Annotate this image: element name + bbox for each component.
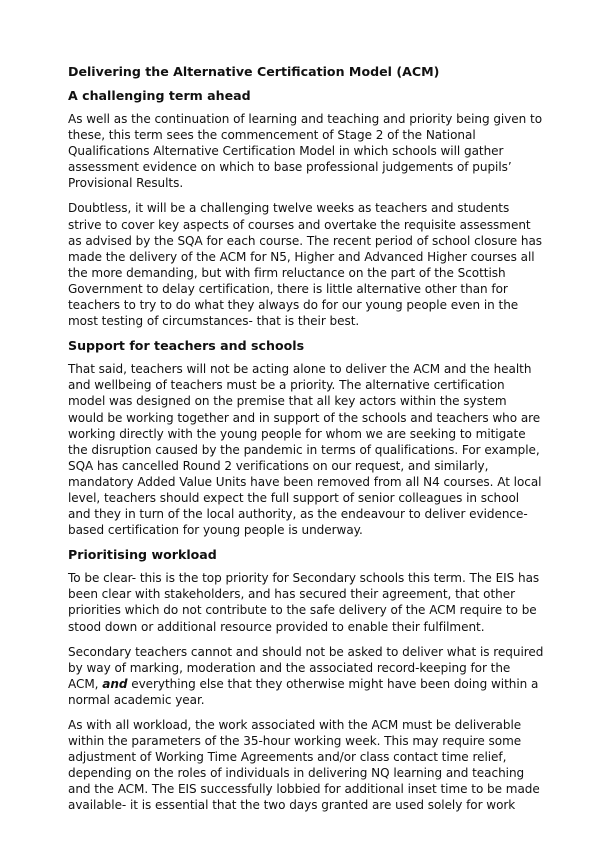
paragraph: As with all workload, the work associated with the ACM must be deliverable within the parameters of the 35-hour working week. This may require some adjustment of Working Time Agreements and/or class contact time relief, depending on the roles of individuals in delivering NQ learning and teaching and the ACM. The EIS successfully lobbied for additional inset time to be made available- it is essential that the two days granted are used solely for work <box>68 718 540 813</box>
paragraph-with-emphasis <box>68 644 544 708</box>
paragraph-text: everything else that they otherwise might have been doing within a normal academic year. <box>68 676 539 707</box>
section-heading-support: Support for teachers and schools <box>68 338 305 354</box>
document-body <box>68 64 544 823</box>
paragraph: That said, teachers will not be acting alone to deliver the ACM and the health and wellbeing of teachers must be a priority. The alternative certification model was designed on the premise that all key actors within the system would be working together and in support of the schools and teachers who are working directly with the young people for whom we are seeking to mitigate the disruption caused by the pandemic in terms of qualifications. For example, SQA has cancelled Round 2 verifications on our request, and similarly, mandatory Added Value Units have been removed from all N4 courses. At local level, teachers should expect the full support of senior colleagues in school and they in turn of the local authority, as the endeavour to deliver evidence-based certification for young people is underway. <box>68 362 542 538</box>
section-heading-challenging-term: A challenging term ahead <box>68 88 251 103</box>
emphasis-text: and <box>102 676 128 691</box>
paragraph: To be clear- this is the top priority for Secondary schools this term. The EIS has been clear with stakeholders, and has secured their agreement, that other priorities which do not contribute to the safe delivery of the ACM require to be stood down or additional resource provided to enable their fulfilment. <box>68 571 540 634</box>
paragraph-text: Secondary teachers cannot and should not be asked to deliver what is required by way of marking, moderation and the associated record-keeping for the ACM, <box>68 644 544 691</box>
document-title: Delivering the Alternative Certification Model (ACM) <box>68 64 440 79</box>
section-heading-prioritising-workload: Prioritising workload <box>68 547 217 563</box>
paragraph: Doubtless, it will be a challenging twelve weeks as teachers and students strive to cover key aspects of courses and overtake the requisite assessment as advised by the SQA for each course. The recent period of school closure has made the delivery of the ACM for N5, Higher and Advanced Higher courses all the more demanding, but with firm reluctance on the part of the Scottish Government to delay certification, there is little alternative other than for teachers to try to do what they always do for our young people even in the most testing of circumstances- that is their best. <box>68 201 542 329</box>
paragraph: As well as the continuation of learning and teaching and priority being given to these, this term sees the commencement of Stage 2 of the National Qualifications Alternative Certification Model in which schools will gather assessment evidence on which to base professional judgements of pupils’ Provisional Results. <box>68 112 543 191</box>
